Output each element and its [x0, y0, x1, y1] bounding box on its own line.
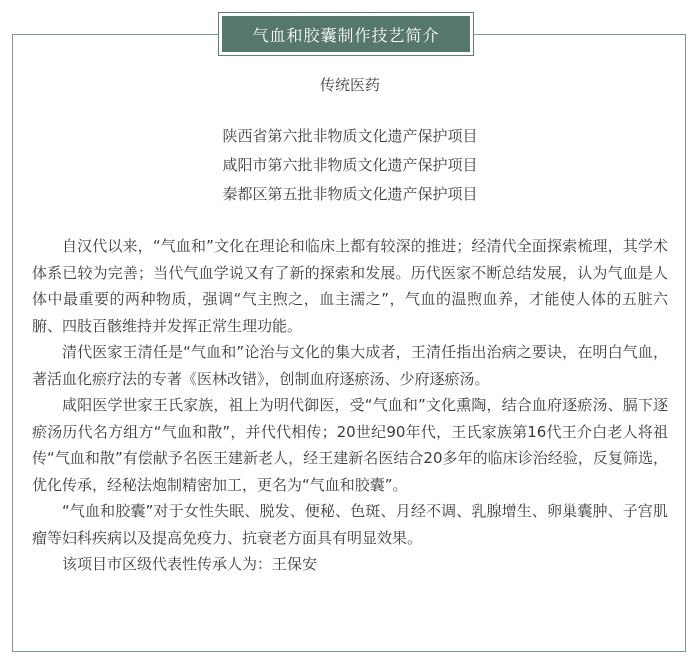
paragraph-history: 自汉代以来，“气血和”文化在理论和临床上都有较深的推进；经清代全面探索梳理，其学术体系已较为完善；当代气血学说又有了新的探索和发展。历代医家不断总结发展，认为气血是人体中最重要的两种物质，强调“气主煦之，血主濡之”，气血的温煦血养，才能使人体的五脏六腑、四肢百骸维持并发挥正常生理功能。: [32, 237, 668, 335]
project-line-district: 秦都区第五批非物质文化遗产保护项目: [222, 185, 478, 203]
page-title: 气血和胶囊制作技艺简介: [222, 16, 470, 52]
paragraph-wang-family: 咸阳医学世家王氏家族，祖上为明代御医，受“气血和”文化熏陶，结合血府逐瘀汤、膈下逐瘀汤历代名方组方“气血和散”，并代代相传；20世纪90年代，王氏家族第16代王介白老人将祖传“气血和散”有偿献予名医王建新老人，经王建新名医结合20多年的临床诊治经验，反复筛选，优化传承，经秘法炮制精密加工，更名为“气血和胶囊”。: [32, 396, 668, 494]
paragraph-efficacy: “气血和胶囊”对于女性失眠、脱发、便秘、色斑、月经不调、乳腺增生、卵巢囊肿、子宫肌瘤等妇科疾病以及提高免疫力、抗衰老方面具有明显效果。: [32, 502, 668, 547]
project-line-province: 陕西省第六批非物质文化遗产保护项目: [222, 127, 478, 145]
title-banner: [218, 12, 474, 56]
project-line-city: 咸阳市第六批非物质文化遗产保护项目: [222, 156, 478, 174]
article-body: [32, 233, 668, 578]
paragraph-wang-qingren: 清代医家王清任是“气血和”论治与文化的集大成者，王清任指出治病之要诀，在明白气血，著活血化瘀疗法的专著《医林改错》，创制血府逐瘀汤、少府逐瘀汤。: [32, 343, 668, 388]
paragraph-inheritor: 该项目市区级代表性传承人为：王保安: [62, 555, 318, 573]
category-label: 传统医药: [319, 76, 380, 94]
